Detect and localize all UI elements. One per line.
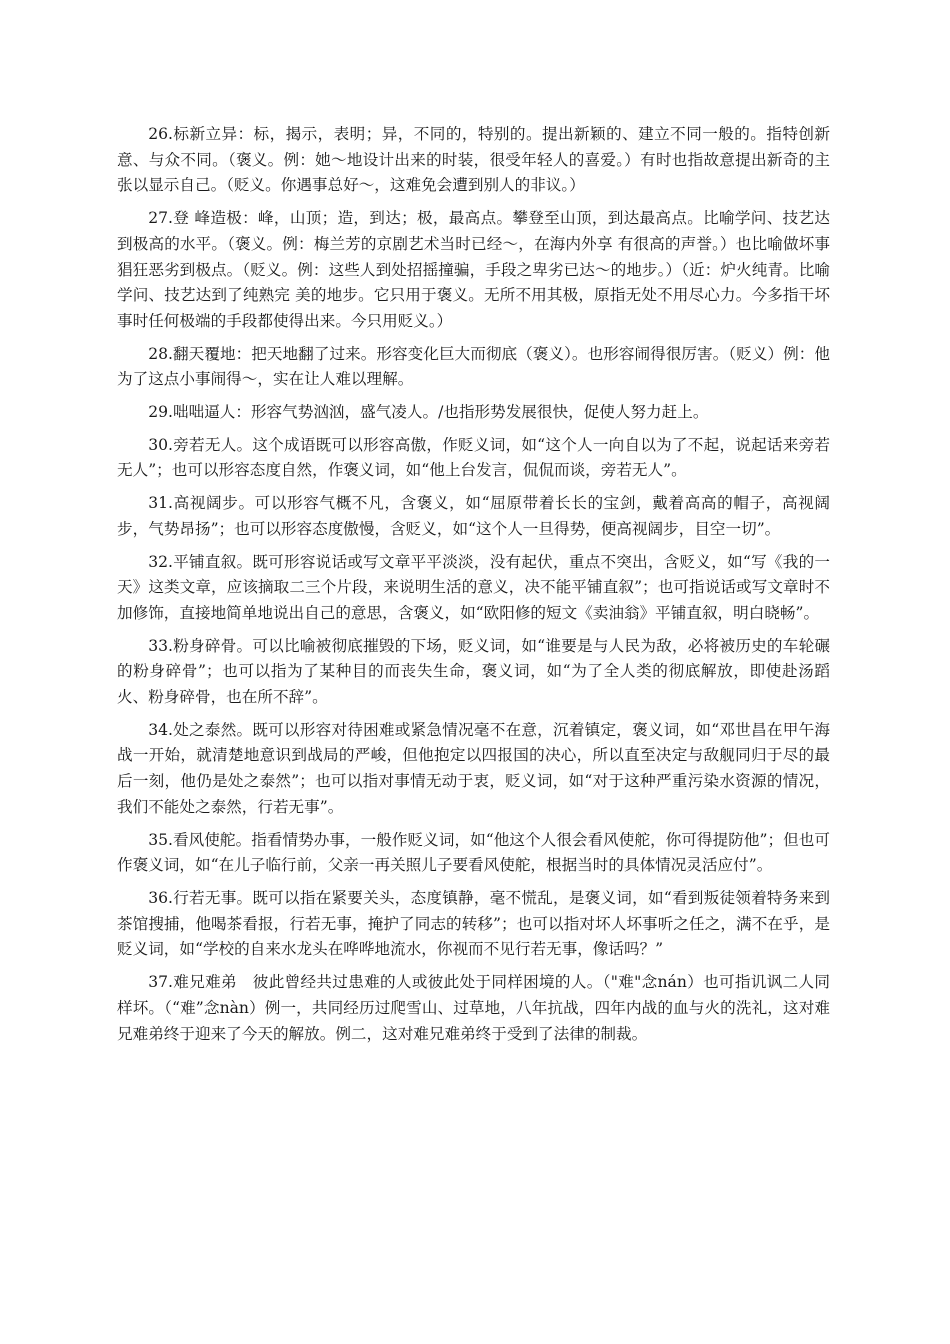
paragraph-29: 29.咄咄逼人：形容气势汹汹，盛气凌人。/也指形势发展很快，促使人努力赶上。 — [148, 403, 709, 422]
paragraph-27: 27.登 峰造极：峰，山顶；造，到达；极，最高点。攀登至山顶，到达最高点。比喻学问、技艺达到极高的水平。（褒义。例：梅兰芳的京剧艺术当时已经～，在海内外享 有很高的声誉。）也比喻做坏事猖狂恶劣到极点。（贬义。例：这些人到处招摇撞骗，手段之卑劣已达～的地步。）（近：炉火纯青。比喻学问、技艺达到了纯熟完 美的地步。它只用于褒义。无所不用其极，原指无处不用尽心力。今多指干坏事时任何极端的手段都使得出来。今只用贬义。） — [117, 209, 830, 330]
document-page — [117, 122, 830, 1054]
paragraph-31: 31.高视阔步。可以形容气概不凡，含褒义，如“屈原带着长长的宝剑，戴着高高的帽子，高视阔步，气势昂扬”；也可以形容态度傲慢，含贬义，如“这个人一旦得势，便高视阔步，目空一切”。 — [117, 494, 830, 538]
paragraph-35: 35.看风使舵。指看情势办事，一般作贬义词，如“他这个人很会看风使舵，你可得提防他”；但也可作褒义词，如“在儿子临行前，父亲一再关照儿子要看风使舵，根据当时的具体情况灵活应付”。 — [117, 830, 830, 875]
paragraph-37: 37.难兄难弟 彼此曾经共过患难的人或彼此处于同样困境的人。（"难"念nán）也可指讥讽二人同样坏。（“难”念nàn）例一，共同经历过爬雪山、过草地，八年抗战，四年内战的血与火的洗礼，这对难兄难弟终于迎来了今天的解放。例二，这对难兄难弟终于受到了法律的制裁。 — [117, 973, 830, 1043]
paragraph-34: 34.处之泰然。既可以形容对待困难或紧急情况毫不在意，沉着镇定，褒义词，如“邓世昌在甲午海战一开始，就清楚地意识到战局的严峻，但他抱定以四报国的决心，所以直至决定与敌舰同归于尽的最后一刻，他仍是处之泰然”；也可以指对事情无动于衷，贬义词，如“对于这种严重污染水资源的情况，我们不能处之泰然，行若无事”。 — [117, 720, 830, 816]
paragraph-26: 26.标新立异：标，揭示，表明；异，不同的，特别的。提出新颖的、建立不同一般的。指特创新意、与众不同。（褒义。例：她～地设计出来的时装，很受年轻人的喜爱。）有时也指故意提出新奇的主张以显示自己。（贬义。你遇事总好～，这难免会遭到别人的非议。） — [117, 125, 830, 195]
paragraph-30: 30.旁若无人。这个成语既可以形容高傲，作贬义词，如“这个人一向自以为了不起，说起话来旁若无人”；也可以形容态度自然，作褒义词，如“他上台发言，侃侃而谈，旁若无人”。 — [117, 435, 830, 480]
paragraph-32: 32.平铺直叙。既可形容说话或写文章平平淡淡，没有起伏，重点不突出，含贬义，如“写《我的一天》这类文章，应该摘取二三个片段，来说明生活的意义，决不能平铺直叙”；也可指说话或写文章时不加修饰，直接地简单地说出自己的意思，含褒义，如“欧阳修的短文《卖油翁》平铺直叙，明白晓畅”。 — [117, 552, 830, 622]
paragraph-28: 28.翻天覆地：把天地翻了过来。形容变化巨大而彻底（褒义）。也形容闹得很厉害。（贬义）例：他为了这点小事闹得～，实在让人难以理解。 — [117, 344, 830, 389]
paragraph-33: 33.粉身碎骨。可以比喻被彻底摧毁的下场，贬义词，如“谁要是与人民为敌，必将被历史的车轮碾的粉身碎骨”；也可以指为了某种目的而丧失生命，褒义词，如“为了全人类的彻底解放，即使赴汤蹈火、粉身碎骨，也在所不辞”。 — [117, 636, 830, 707]
paragraph-36: 36.行若无事。既可以指在紧要关头，态度镇静，毫不慌乱，是褒义词，如“看到叛徒领着特务来到茶馆搜捕，他喝茶看报，行若无事，掩护了同志的转移”；也可以指对坏人坏事听之任之，满不在乎，是贬义词，如“学校的自来水龙头在哗哗地流水，你视而不见行若无事，像话吗？” — [117, 888, 830, 959]
